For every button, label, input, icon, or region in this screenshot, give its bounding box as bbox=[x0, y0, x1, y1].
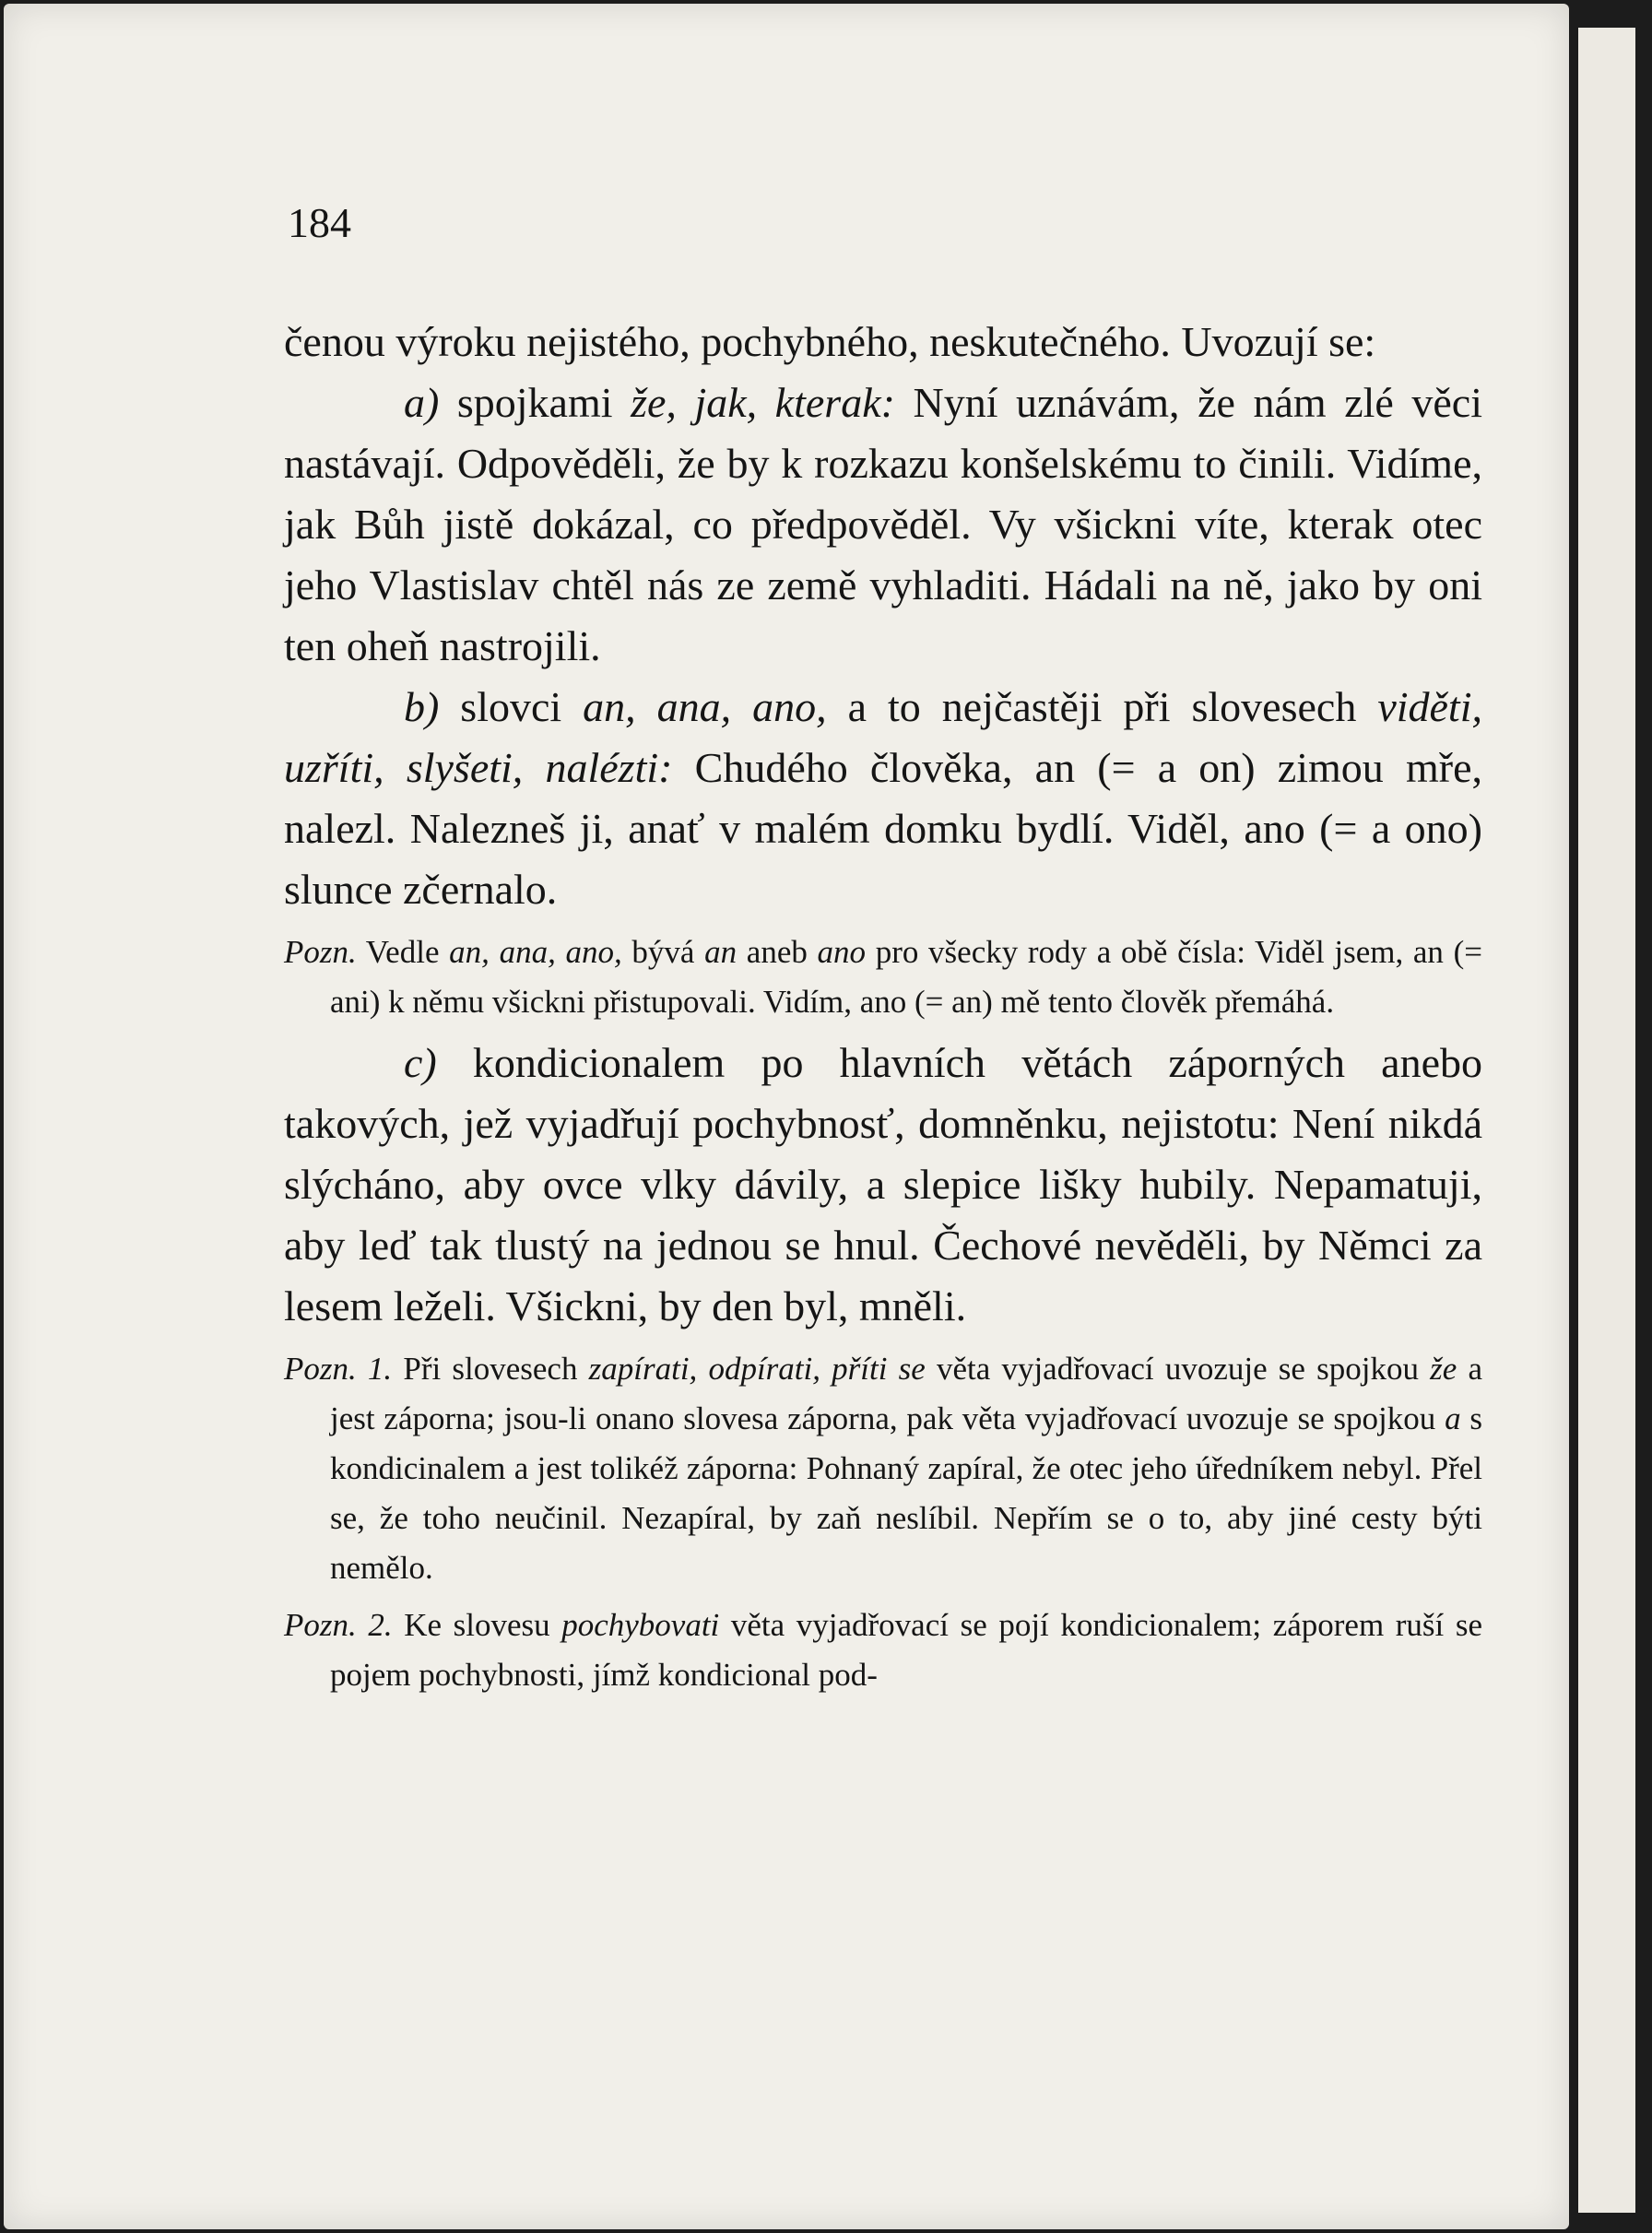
section-b-before: slovci bbox=[439, 683, 584, 730]
note-c1-p4: s kondicinalem a jest tolikéž záporna: Pohnaný zapíral, že otec jeho úředníkem nebyl. Přel se, že toho neučinil. Nezapíral, by zaň neslíbil. Nepřím se o to, aby jiné cesty býti nemělo. bbox=[330, 1400, 1483, 1586]
section-a-conjunctions: že, jak, kterak: bbox=[631, 379, 895, 426]
note-c1-w2: že bbox=[1430, 1351, 1457, 1387]
section-c bbox=[284, 1033, 1482, 1337]
note-b-label: Pozn. bbox=[284, 934, 357, 970]
section-b-particles: an, ana, ano, bbox=[583, 683, 827, 730]
note-b-p3: aneb bbox=[737, 934, 818, 970]
note-b-p1: Vedle bbox=[356, 934, 450, 970]
note-c1-w3: a bbox=[1445, 1400, 1461, 1436]
note-b-w1: an, ana, ano, bbox=[449, 934, 622, 970]
note-c2-p1: Ke slovesu bbox=[392, 1607, 562, 1643]
section-b bbox=[284, 677, 1482, 920]
note-c2-label: Pozn. 2. bbox=[284, 1607, 393, 1643]
note-b-w2: an bbox=[704, 934, 738, 970]
section-b-label: b) bbox=[404, 683, 440, 730]
note-b bbox=[284, 927, 1482, 1027]
note-c2 bbox=[284, 1601, 1482, 1700]
note-b-p2: bývá bbox=[621, 934, 705, 970]
note-c2-p2: věta vyjadřovací se pojí kondicionalem; záporem ruší se pojem pochybnosti, jímž kondicional pod- bbox=[330, 1607, 1483, 1693]
section-a bbox=[284, 372, 1482, 677]
section-c-text: kondicionalem po hlavních větách záporných anebo takových, jež vyjadřují pochybnosť, domněnku, nejistotu: Není nikdá slýcháno, aby ovce vlky dávily, a slepice lišky hubily. Nepamatuji, aby leď tak tlustý na jednou se hnul. Čechové nevěděli, by Němci za lesem leželi. Všickni, by den byl, mněli. bbox=[284, 1039, 1482, 1329]
page-number: 184 bbox=[288, 199, 351, 246]
next-page-edge bbox=[1578, 28, 1635, 2213]
note-c1 bbox=[284, 1344, 1482, 1593]
section-b-middle: a to nejčastěji při slovesech bbox=[826, 683, 1378, 730]
note-c2-w1: pochybovati bbox=[561, 1607, 720, 1643]
page-content bbox=[284, 198, 1482, 1706]
note-b-p4: pro všecky rody a obě čísla: Viděl jsem, an (= ani) k němu všickni přistupovali. Vidím, ano (= an) mě tento člověk přemáhá. bbox=[330, 934, 1482, 1020]
section-c-label: c) bbox=[404, 1039, 437, 1086]
note-b-w3: ano bbox=[817, 934, 867, 970]
note-c1-label: Pozn. 1. bbox=[284, 1351, 393, 1387]
section-a-text: Nyní uznávám, že nám zlé věci nastávají. Odpověděli, že by k rozkazu konšelskému to činili. Vidíme, jak Bůh jistě dokázal, co předpověděl. Vy všickni víte, kterak otec jeho Vlastislav chtěl nás ze země vyhladiti. Hádali na ně, jako by oni ten oheň nastrojili. bbox=[284, 379, 1482, 669]
note-c1-p1: Při slovesech bbox=[392, 1351, 589, 1387]
intro-paragraph: čenou výroku nejistého, pochybného, neskutečného. Uvozují se: bbox=[284, 318, 1376, 365]
section-a-before: spojkami bbox=[439, 379, 631, 426]
note-c1-w1: zapírati, odpírati, příti se bbox=[588, 1351, 926, 1387]
note-c1-p2: věta vyjadřovací uvozuje se spojkou bbox=[925, 1351, 1431, 1387]
section-a-label: a) bbox=[404, 379, 440, 426]
section-b-text: Chudého člověka, an (= a on) zimou mře, nalezl. Nalezneš ji, anať v malém domku bydlí. Viděl, ano (= a ono) slunce zčernalo. bbox=[284, 744, 1482, 913]
note-c1-p3: a jest záporna; jsou-li onano slovesa záporna, pak věta vyjadřovací uvozuje se spojkou bbox=[330, 1351, 1483, 1436]
section-b-verbs: viděti, uzříti, slyšeti, nalézti: bbox=[284, 683, 1482, 791]
